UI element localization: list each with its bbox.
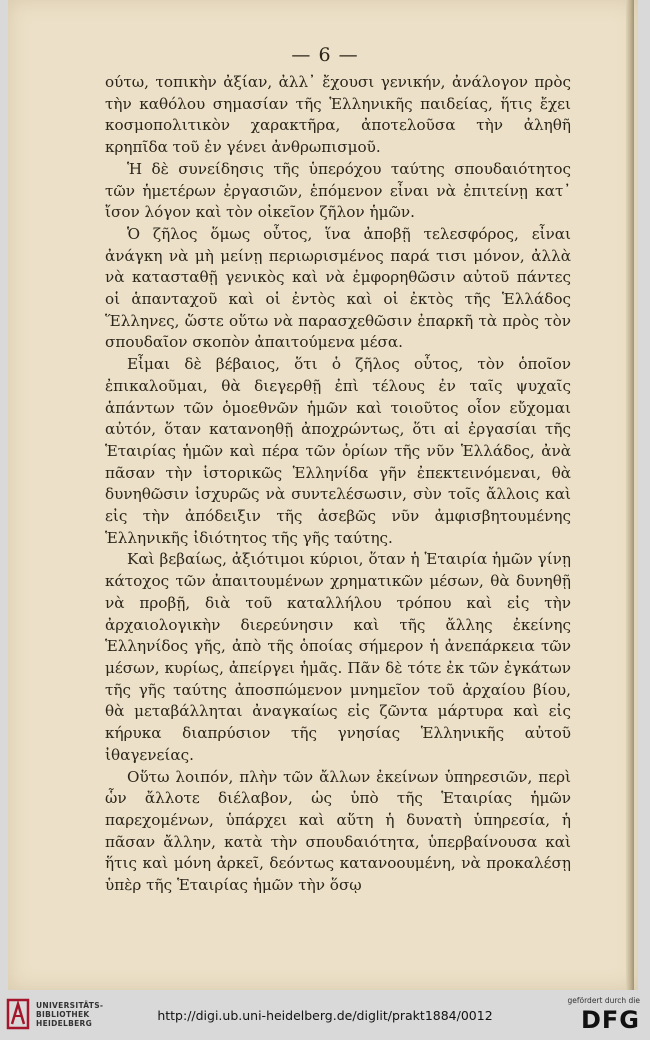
library-name: UNIVERSITÄTS- BIBLIOTHEK HEIDELBERG (36, 1001, 104, 1028)
paragraph: Καὶ βεβαίως, ἀξιότιμοι κύριοι, ὅταν ἡ Ἑταιρία ἡμῶν γίνῃ κάτοχος τῶν ἀπαιτουμένων χρηματικῶν μέσων, θὰ δυνηθῇ νὰ προβῇ, διὰ τοῦ καταλλήλου τρόπου καὶ εἰς τὴν ἀρχαιολογικὴν διερεύνησιν καὶ τῆς ἄλλης ἐκείνης Ἑλληνίδος γῆς, ἀπὸ τῆς ὁποίας σήμερον ἡ ἀνεπάρκεια τῶν μέσων, κυρίως, ἀπείργει ἡμᾶς. Πᾶν δὲ τότε ἐκ τῶν ἐγκάτων τῆς γῆς ταύτης ἀποσπώμενον μνημεῖον τοῦ ἀρχαίου βίου, θὰ μεταβάλληται ἀναγκαίως εἰς ζῶντα μάρτυρα καὶ εἰς κήρυκα διαπρύσιον τῆς γνησίας Ἑλληνικῆς αὐτοῦ ἰθαγενείας. (105, 550, 571, 764)
paragraph: Ὁ ζῆλος ὅμως οὗτος, ἵνα ἀποβῇ τελεσφόρος, εἶναι ἀνάγκη νὰ μὴ μείνῃ περιωρισμένος παρά τισι μόνον, ἀλλὰ νὰ κατασταθῇ γενικὸς καὶ νὰ ἐμφορηθῶσιν αὐτοῦ πάντες οἱ ἁπανταχοῦ καὶ οἱ ἐντὸς καὶ οἱ ἐκτὸς τῆς Ἑλλάδος Ἕλληνες, ὥστε οὕτω νὰ παρασχεθῶσιν ἐπαρκῆ τὰ πρὸς τὸν σπουδαῖον σκοπὸν ἀπαιτούμενα μέσα. (105, 224, 571, 352)
page-number: — 6 — (291, 44, 359, 66)
page-edge (626, 0, 634, 990)
footer-bar (0, 990, 650, 1040)
body-text (105, 72, 571, 897)
paragraph: Οὕτω λοιπόν, πλὴν τῶν ἄλλων ἐκείνων ὑπηρεσιῶν, περὶ ὧν ἄλλοτε διέλαβον, ὡς ὑπὸ τῆς Ἑταιρίας ἡμῶν παρεχομένων, ὑπάρχει καὶ αὕτη ἡ δυνατὴ ὑπηρεσία, ἡ πᾶσαν ἄλλην, κατὰ τὴν σπουδαιότητα, ὑπερβαίνουσα καὶ ἥτις καὶ μόνη ἀρκεῖ, δεόντως κατανοουμένη, νὰ προκαλέσῃ ὑπὲρ τῆς Ἑταιρίας ἡμῶν τὴν ὅσῳ (105, 767, 571, 895)
source-url-link[interactable]: http://digi.ub.uni-heidelberg.de/diglit/prakt1884/0012 (157, 1008, 493, 1023)
dfg-logo: DFG (580, 1006, 640, 1034)
paragraph: Ἡ δὲ συνείδησις τῆς ὑπερόχου ταύτης σπουδαιότητος τῶν ἡμετέρων ἐργασιῶν, ἑπόμενον εἶναι νὰ ἐπιτείνῃ κατ᾿ ἴσον λόγον καὶ τὸν οἰκεῖον ζῆλον ἡμῶν. (105, 159, 571, 222)
funded-by-label: gefördert durch die (567, 996, 640, 1005)
paragraph: Εἶμαι δὲ βέβαιος, ὅτι ὁ ζῆλος οὗτος, τὸν ὁποῖον ἐπικαλοῦμαι, θὰ διεγερθῇ ἐπὶ τέλους ἐν ταῖς ψυχαῖς ἁπάντων τῶν ὁμοεθνῶν ἡμῶν καὶ τοιοῦτος οἷον εὔχομαι αὐτόν, ὅταν κατανοηθῇ ἀποχρώντως, ὅτι αἱ ἐργασίαι τῆς Ἑταιρίας ἡμῶν καὶ πέρα τῶν ὁρίων τῆς νῦν Ἑλλάδος, ἀνὰ πᾶσαν τὴν ἱστορικῶς Ἑλληνίδα γῆν ἐπεκτεινόμεναι, θὰ δυνηθῶσιν ἰσχυρῶς νὰ συντελέσωσιν, σὺν τοῖς ἄλλοις καὶ εἰς τὴν ἀπόδειξιν τῆς ἀσεβῶς νῦν ἀμφισβητουμένης Ἑλληνικῆς ἰδιότητος τῆς γῆς ταύτης. (105, 355, 571, 547)
paragraph: ούτω, τοπικὴν ἀξίαν, ἀλλ᾿ ἔχουσι γενικήν, ἀνάλογον πρὸς τὴν καθόλου σημασίαν τῆς Ἑλληνικῆς παιδείας, ἥτις ἔχει κοσμοπολιτικὸν χαρακτῆρα, ἀποτελοῦσα τὴν ἀληθῆ κρηπῖδα τοῦ ἐν γένει ἀνθρωπισμοῦ. (105, 73, 571, 157)
